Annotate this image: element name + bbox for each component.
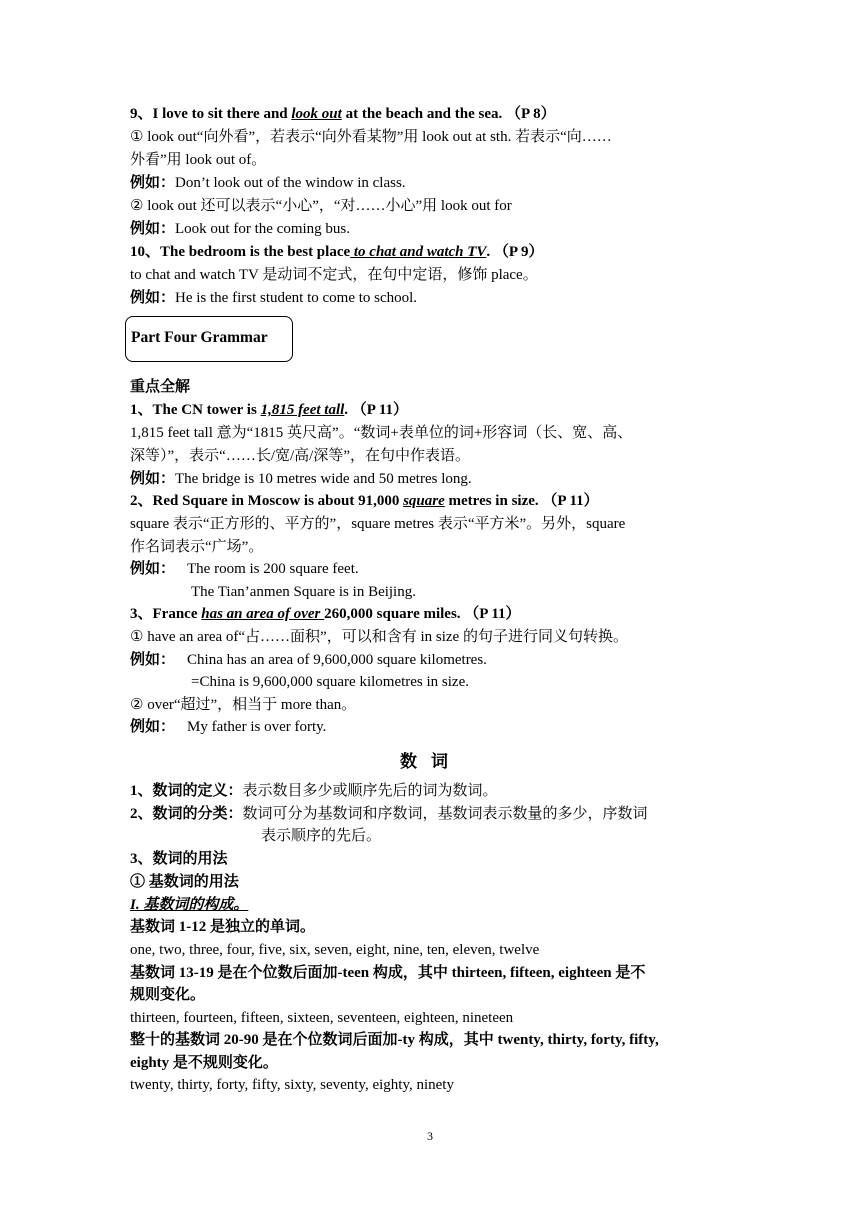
numerals-definition [130,781,498,803]
definition-text: 表示数目多少或顺序先后的词为数词。 [242,783,498,799]
classification-label: 2、数词的分类： [130,806,243,822]
item10-heading [130,242,544,264]
key-phrase: 1,815 feet tall [260,402,345,418]
heading-text: 10、The bedroom is the best place [130,244,351,260]
g3-line2: ② over“超过”，相当于 more than。 [130,697,357,713]
definition-label: 1、数词的定义： [130,783,243,799]
example-sentence: China has an area of 9,600,000 square kilometres. [187,652,487,668]
example-sentence: Look out for the coming bus. [175,221,350,237]
heading-text: 9、I love to sit there and [130,106,292,122]
example-label: 例如： [130,290,176,306]
rule-13-19-cont: 规则变化。 [130,987,206,1003]
g2-line1: square 表示“正方形的、平方的”，square metres 表示“平方米”。另外，square [130,516,626,532]
key-phrase: has an area of over [201,606,325,622]
heading-text: . （P 11） [344,402,409,418]
example-label: 例如： [130,221,176,237]
rule-20-90: 整十的基数词 20-90 是在个位数词后面加-ty 构成，其中 twenty, thirty, forty, fifty, [130,1032,659,1048]
cardinal-formation: I. 基数词的构成。 [130,897,249,913]
heading-text: 3、France [130,606,202,622]
rule-20-90-cont: eighty 是不规则变化。 [130,1055,278,1071]
heading-text: metres in size. （P 11） [444,493,599,509]
part-four-box [125,316,293,362]
heading-text: . （P 9） [486,244,544,260]
key-phrase: square [403,493,445,509]
g1-line1: 1,815 feet tall 意为“1815 英尺高”。“数词+表单位的词+形容词（长、宽、高、 [130,425,633,441]
item9-line2: 外看”用 look out of。 [130,152,267,168]
example-label: 例如： [130,471,176,487]
g2-example2: The Tian’anmen Square is in Beijing. [191,584,416,600]
item10-example [130,288,417,310]
numerals-classification-cont: 表示顺序的先后。 [261,828,382,844]
example-sentence: My father is over forty. [187,719,327,735]
key-phrase: look out [291,106,342,122]
classification-text: 数词可分为基数词和序数词，基数词表示数量的多少，序数词 [242,806,648,822]
heading-text: 1、The CN tower is [130,402,261,418]
list-20-90: twenty, thirty, forty, fifty, sixty, seventy, eighty, ninety [130,1077,454,1093]
g2-example1 [130,559,359,581]
example-label: 例如： [130,175,176,191]
example-sentence: The bridge is 10 metres wide and 50 metres long. [175,471,472,487]
item9-heading [130,104,556,126]
rule-13-19: 基数词 13-19 是在个位数后面加-teen 构成，其中 thirteen, fifteen, eighteen 是不 [130,965,646,981]
g3-example1 [130,650,487,672]
rule-1-12: 基数词 1-12 是独立的单词。 [130,919,315,935]
example-sentence: The room is 200 square feet. [187,561,359,577]
list-13-19: thirteen, fourteen, fifteen, sixteen, seventeen, eighteen, nineteen [130,1010,514,1026]
example-sentence: He is the first student to come to school. [175,290,418,306]
g3-heading [130,604,521,626]
numerals-classification [130,804,648,826]
heading-text: at the beach and the sea. （P 8） [341,106,556,122]
heading-text: 2、Red Square in Moscow is about 91,000 [130,493,404,509]
item10-line1: to chat and watch TV 是动词不定式，在句中定语，修饰 place。 [130,267,538,283]
heading-text: 260,000 square miles. （P 11） [324,606,521,622]
cardinal-usage: ① 基数词的用法 [130,874,239,890]
item9-example2 [130,219,350,241]
item9-line1: ① look out“向外看”，若表示“向外看某物”用 look out at sth. 若表示“向…… [130,129,612,145]
g1-line2: 深等）”，表示“……长/宽/高/深等”，在句中作表语。 [130,448,470,464]
g3-example2: =China is 9,600,000 square kilometres in size. [191,674,469,690]
item9-line3: ② look out 还可以表示“小心”，“对……小心”用 look out for [130,198,512,214]
key-points-heading: 重点全解 [130,379,191,395]
example-label: 例如： [130,561,176,577]
g3-example3 [130,717,326,739]
numerals-title: 数词 [400,752,462,771]
example-label: 例如： [130,652,176,668]
item9-example1 [130,173,406,195]
list-1-12: one, two, three, four, five, six, seven, eight, nine, ten, eleven, twelve [130,942,540,958]
part-four-title: Part Four Grammar [131,329,268,346]
example-label: 例如： [130,719,176,735]
g1-heading [130,400,408,422]
key-phrase: to chat and watch TV [350,244,487,260]
page-number: 3 [427,1129,433,1143]
numerals-usage: 3、数词的用法 [130,851,228,867]
g2-heading [130,491,599,513]
g1-example [130,469,472,491]
example-sentence: Don’t look out of the window in class. [175,175,406,191]
g2-line2: 作名词表示“广场”。 [130,539,264,555]
g3-line1: ① have an area of“占……面积”，可以和含有 in size 的句子进行同义句转换。 [130,629,628,645]
